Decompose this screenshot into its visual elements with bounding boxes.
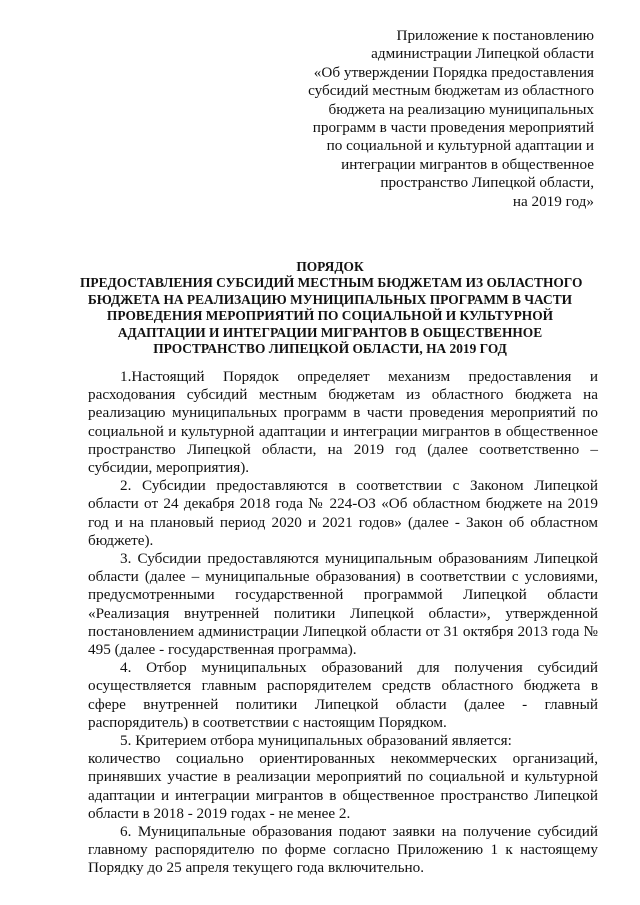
title-line: АДАПТАЦИИ И ИНТЕГРАЦИИ МИГРАНТОВ В ОБЩЕСТВЕННОЕ [117,324,543,340]
paragraph-2: 2. Субсидии предоставляются в соответствии с Законом Липецкой области от 24 декабря 2018 года № 224-ОЗ «Об областном бюджете на 2019 год и на плановый период 2020 и 2021 годов» (далее - Закон об областном бюджете). [88,477,598,549]
paragraph-1: 1.Настоящий Порядок определяет механизм предоставления и расходования субсидий местным бюджетам из областного бюджета на реализацию муниципальных программ в части проведения мероприятий по социальной и культурной адаптации и интеграции мигрантов в общественное пространство Липецкой области, на 2019 год (далее соответственно – субсидии, мероприятия). [88,368,598,477]
paragraph-3: 3. Субсидии предоставляются муниципальным образованиям Липецкой области (далее – муниципальные образования) в соответствии с условиями, предусмотренными государственной программой Липецкой области «Реализация внутренней политики Липецкой области», утвержденной постановлением администрации Липецкой области от 31 октября 2013 года № 495 (далее - государственная программа). [88,550,598,659]
title-heading: ПОРЯДОК [296,259,364,274]
title-line: ПРЕДОСТАВЛЕНИЯ СУБСИДИЙ МЕСТНЫМ БЮДЖЕТАМ ИЗ ОБЛАСТНОГО [80,275,583,291]
title-line: БЮДЖЕТА НА РЕАЛИЗАЦИЮ МУНИЦИПАЛЬНЫХ ПРОГРАММ В ЧАСТИ [87,291,573,307]
document-body [88,368,598,878]
document-title [80,259,583,357]
paragraph-6: 6. Муниципальные образования подают заявки на получение субсидий главному распорядителю по форме согласно Приложению 1 к настоящему Порядку до 25 апреля текущего года включительно. [88,823,598,877]
title-line: ПРОВЕДЕНИЯ МЕРОПРИЯТИЙ ПО СОЦИАЛЬНОЙ И КУЛЬТУРНОЙ [106,308,554,324]
attachment-line: на 2019 год» [512,192,594,210]
attachment-line: Приложение к постановлению [396,27,594,44]
attachment-line: «Об утверждении Порядка предоставления [313,63,594,81]
attachment-line: программ в части проведения мероприятий [312,119,594,137]
attachment-line: субсидий местным бюджетам из областного [308,82,594,100]
attachment-line: пространство Липецкой области, [380,174,594,192]
attachment-line: интеграции мигрантов в общественное [341,155,594,173]
paragraph-5: 5. Критерием отбора муниципальных образований является: [120,732,512,750]
attachment-line: администрации Липецкой области [371,45,594,63]
attachment-note [274,27,594,211]
paragraph-4: 4. Отбор муниципальных образований для получения субсидий осуществляется главным распорядителем средств областного бюджета в сфере внутренней политики Липецкой области (далее - главный распорядитель) в соответствии с настоящим Порядком. [88,659,598,731]
attachment-line: бюджета на реализацию муниципальных [328,100,594,118]
title-line: ПРОСТРАНСТВО ЛИПЕЦКОЙ ОБЛАСТИ, НА 2019 ГОД [153,341,507,357]
attachment-line: по социальной и культурной адаптации и [326,137,594,155]
paragraph-5-criterion: количество социально ориентированных некоммерческих организаций, принявших участие в реализации мероприятий по социальной и культурной адаптации и интеграции мигрантов в общественное пространство Липецкой области в 2018 - 2019 годах - не менее 2. [88,750,598,822]
